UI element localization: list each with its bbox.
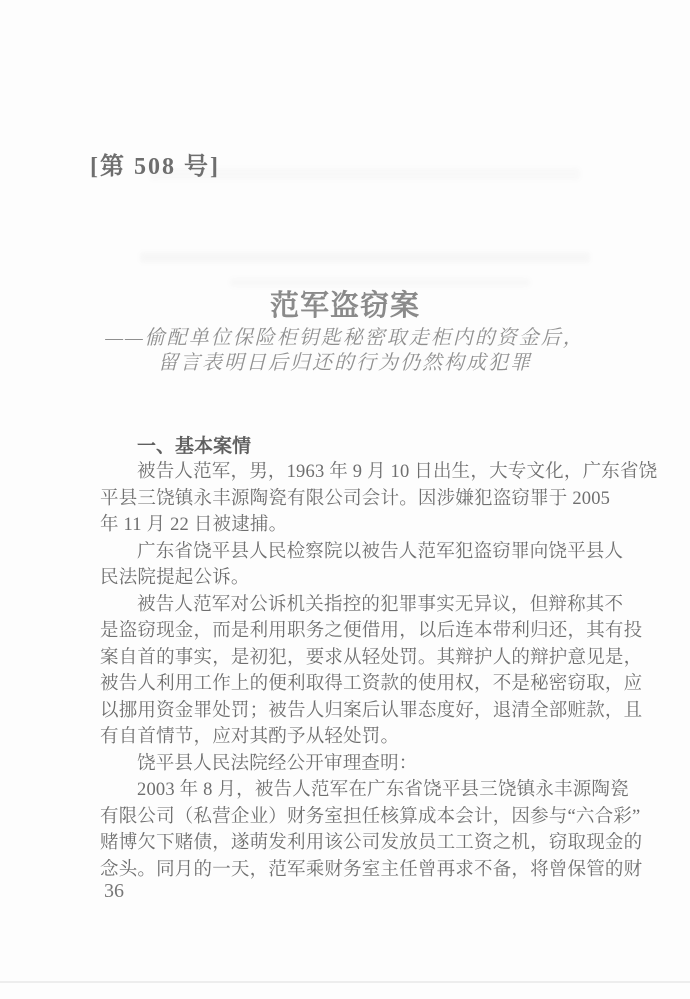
body-line: 被告人利用工作上的便利取得工资款的使用权，不是秘密窃取，应 [100, 674, 643, 694]
body-line: 平县三饶镇永丰源陶瓷有限公司会计。因涉嫌犯盗窃罪于 2005 [100, 488, 611, 509]
page-title: 范军盗窃案 [269, 290, 420, 322]
scan-page-edge [0, 981, 690, 983]
case-subtitle [0, 326, 690, 376]
body-line: 2003 年 8 月，被告人范军在广东省饶平县三饶镇永丰源陶瓷 [137, 780, 629, 800]
body-line: 以挪用资金罪处罚；被告人归案后认罪态度好，退清全部赃款，且 [100, 700, 643, 721]
page-number: 36 [104, 880, 124, 902]
body-line: 民法院提起公诉。 [100, 568, 250, 588]
section-heading: 一、基本案情 [137, 436, 252, 457]
body-line: 广东省饶平县人民检察院以被告人范军犯盗窃罪向饶平县人 [137, 541, 624, 562]
body-text-column [100, 435, 658, 883]
body-line: 赌博欠下赌债，遂萌发利用该公司发放员工工资之机，窃取现金的 [100, 833, 643, 853]
body-line: 有自首情节，应对其酌予从轻处罚。 [100, 727, 400, 747]
body-line: 案自首的事实，是初犯，要求从轻处罚。其辩护人的辩护意见是， [100, 647, 643, 668]
body-line: 是盗窃现金，而是利用职务之便借用，以后连本带利归还，其有投 [100, 621, 643, 641]
body-line: 年 11 月 22 日被逮捕。 [100, 515, 288, 535]
show-through-artifact [140, 252, 590, 263]
body-line: 被告人范军，男，1963 年 9 月 10 日出生，大专文化，广东省饶 [137, 462, 658, 482]
body-line: 被告人范军对公诉机关指控的犯罪事实无异议，但辩称其不 [137, 594, 624, 615]
body-line: 有限公司（私营企业）财务室担任核算成本会计，因参与“六合彩” [100, 806, 641, 827]
case-number: [第 508 号] [90, 154, 220, 180]
body-line: 饶平县人民法院经公开审理查明： [137, 753, 418, 774]
subtitle-line: ——偷配单位保险柜钥匙秘密取走柜内的资金后， [105, 327, 585, 349]
subtitle-line: 留言表明日后归还的行为仍然构成犯罪 [158, 352, 532, 374]
body-line: 念头。同月的一天，范军乘财务室主任曾再求不备，将曾保管的财 [100, 859, 643, 880]
